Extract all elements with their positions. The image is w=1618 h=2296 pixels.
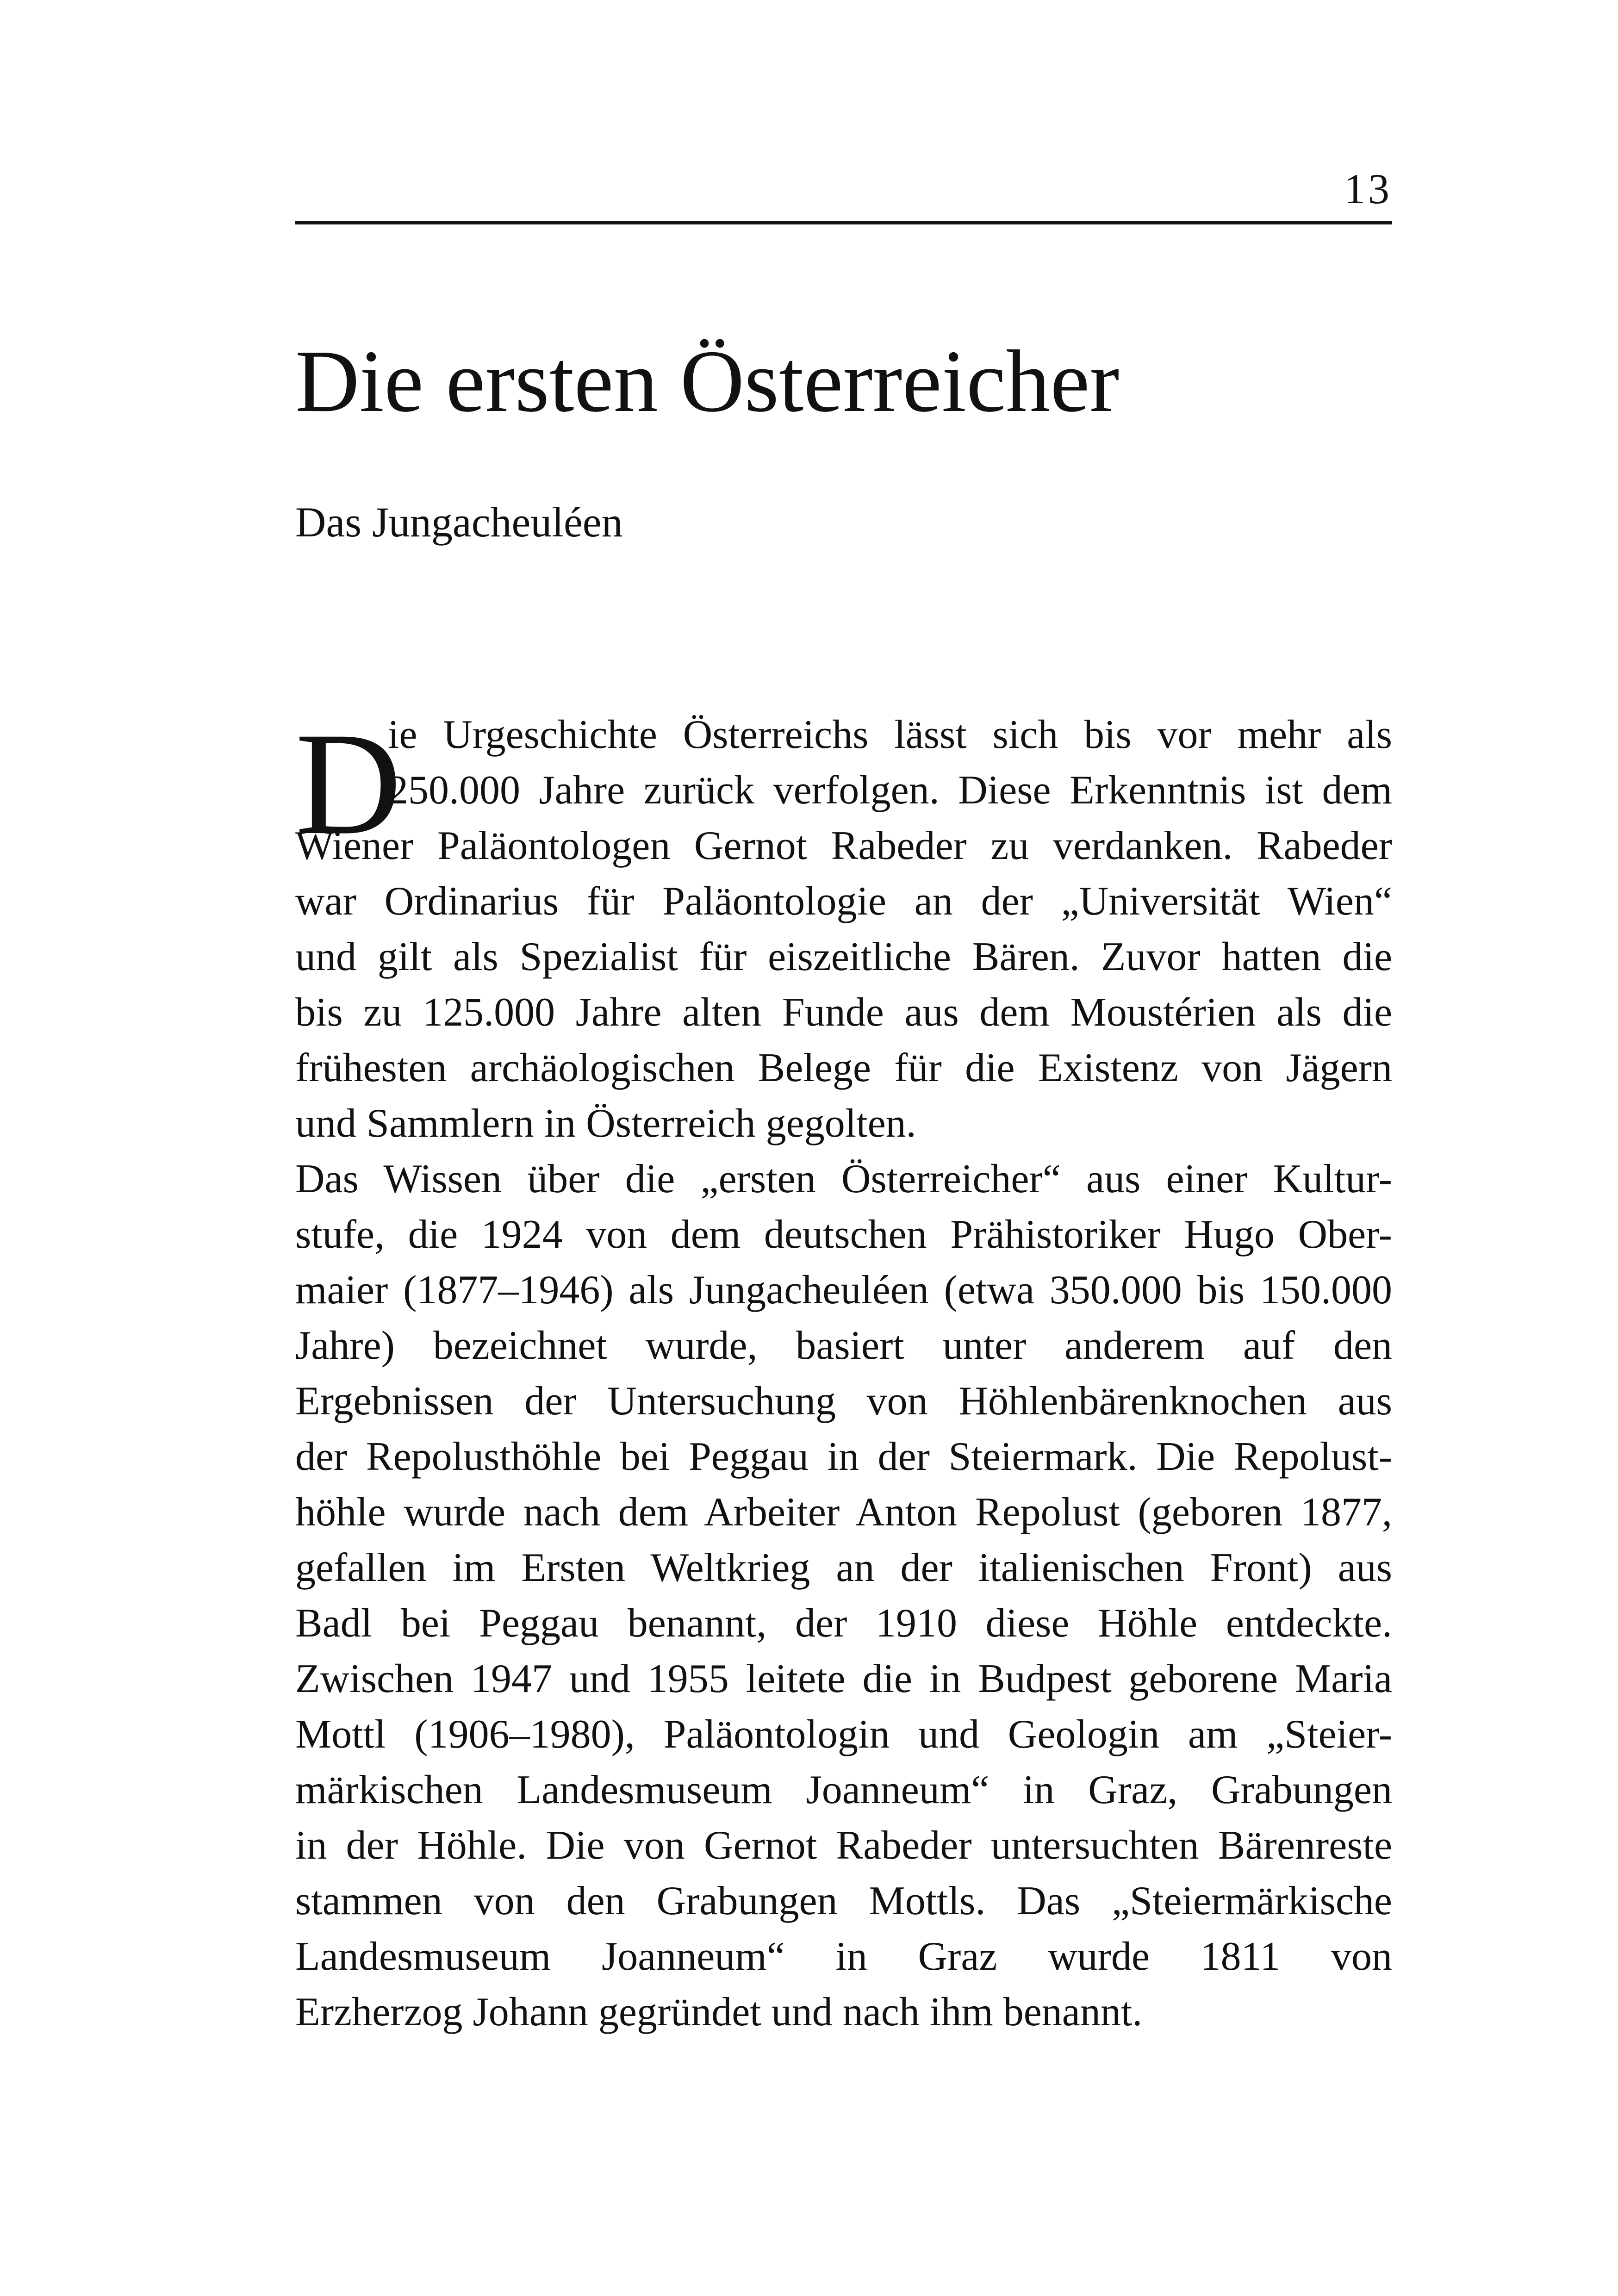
text-line: 250.000 Jahre zurück verfolgen. Diese Erkenntnis ist dem (388, 768, 1392, 813)
text-line: Landesmuseum Joanneum“ in Graz wurde 1811 von (295, 1934, 1392, 1979)
text-line: märkischen Landesmuseum Joanneum“ in Graz, Grabungen (295, 1767, 1392, 1812)
chapter-subtitle: Das Jungacheuléen (295, 498, 623, 546)
text-line: gefallen im Ersten Weltkrieg an der italienischen Front) aus (295, 1545, 1392, 1590)
header-rule (295, 221, 1392, 224)
text-line: Erzherzog Johann gegründet und nach ihm benannt. (295, 1990, 1143, 2035)
text-line: Zwischen 1947 und 1955 leitete die in Budpest geborene Maria (295, 1656, 1392, 1701)
text-line: Mottl (1906–1980), Paläontologin und Geologin am „Steier- (295, 1712, 1392, 1757)
text-line: maier (1877–1946) als Jungacheuléen (etwa 350.000 bis 150.000 (295, 1268, 1392, 1313)
text-line: höhle wurde nach dem Arbeiter Anton Repolust (geboren 1877, (295, 1490, 1392, 1535)
drop-cap: D (295, 702, 402, 865)
text-line: frühesten archäologischen Belege für die Existenz von Jägern (295, 1045, 1392, 1090)
text-line: stammen von den Grabungen Mottls. Das „Steiermärkische (295, 1879, 1392, 1923)
text-line: bis zu 125.000 Jahre alten Funde aus dem Moustérien als die (295, 990, 1392, 1035)
text-line: und Sammlern in Österreich gegolten. (295, 1101, 916, 1146)
text-line: in der Höhle. Die von Gernot Rabeder untersuchten Bärenreste (295, 1823, 1392, 1868)
text-line: ie Urgeschichte Österreichs lässt sich bis vor mehr als (388, 712, 1392, 757)
text-line: Ergebnissen der Untersuchung von Höhlenbärenknochen aus (295, 1379, 1392, 1424)
text-line: Wiener Paläontologen Gernot Rabeder zu verdanken. Rabeder (295, 823, 1392, 868)
body-text (295, 702, 1392, 2040)
text-line: stufe, die 1924 von dem deutschen Prähistoriker Hugo Ober- (295, 1212, 1392, 1257)
text-line: Das Wissen über die „ersten Österreicher“ aus einer Kultur- (295, 1157, 1392, 1201)
text-line: der Repolusthöhle bei Peggau in der Steiermark. Die Repolust- (295, 1434, 1392, 1479)
text-line: Badl bei Peggau benannt, der 1910 diese Höhle entdeckte. (295, 1601, 1392, 1646)
page-number: 13 (1344, 165, 1392, 212)
text-line: Jahre) bezeichnet wurde, basiert unter anderem auf den (295, 1323, 1392, 1368)
chapter-title: Die ersten Österreicher (295, 332, 1120, 430)
text-line: und gilt als Spezialist für eiszeitliche Bären. Zuvor hatten die (295, 934, 1392, 979)
text-line: war Ordinarius für Paläontologie an der „Universität Wien“ (295, 879, 1392, 924)
